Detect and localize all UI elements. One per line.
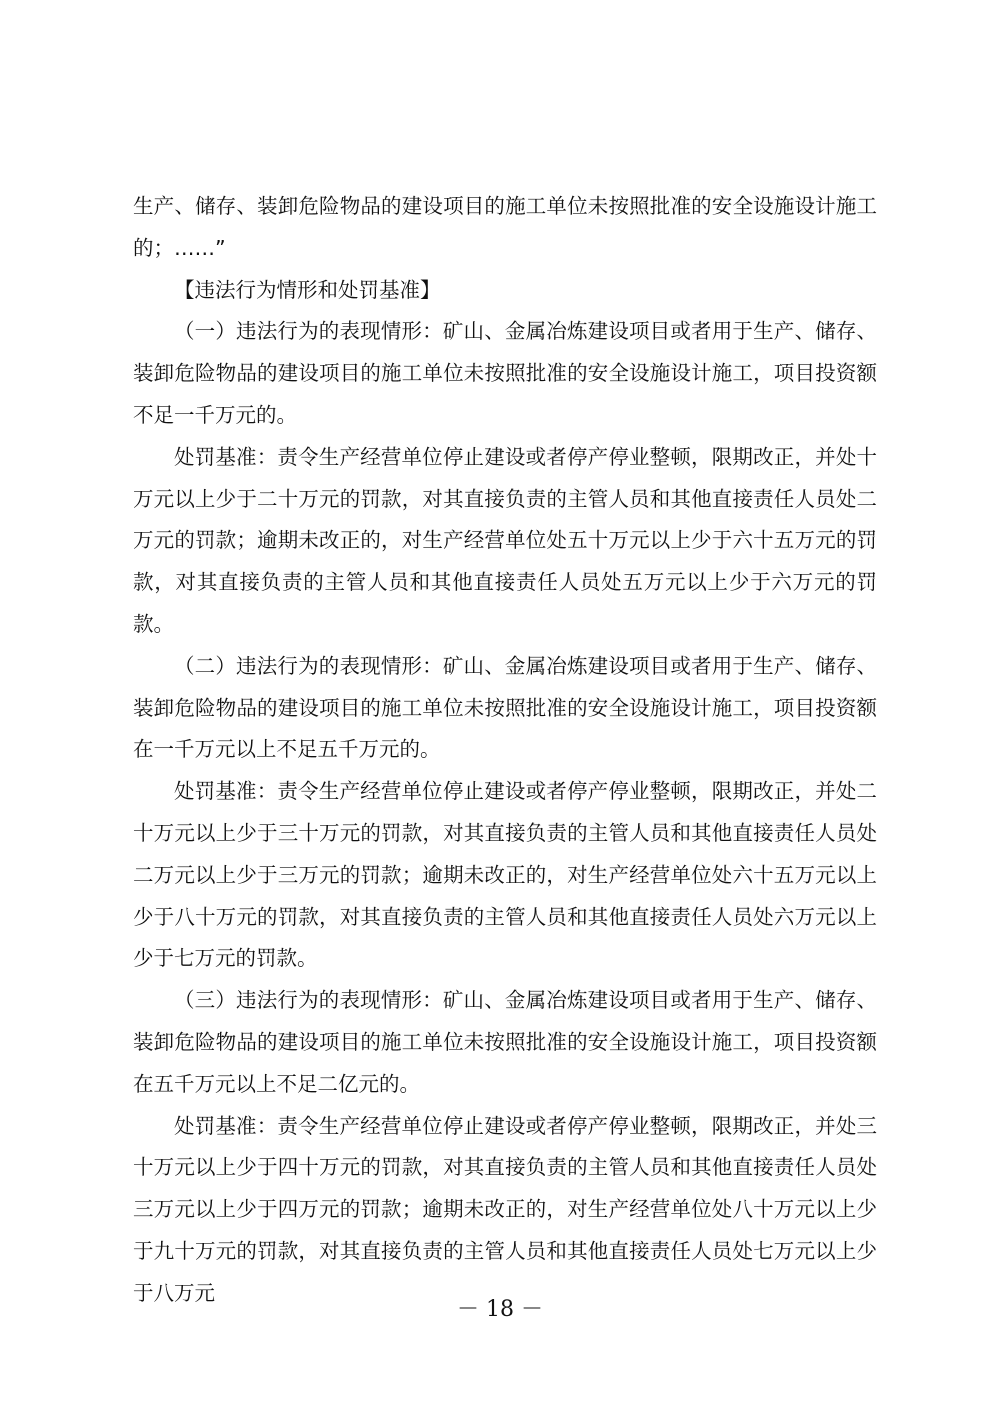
case-3-description: （三）违法行为的表现情形：矿山、金属冶炼建设项目或者用于生产、储存、装卸危险物品的建设项目的施工单位未按照批准的安全设施设计施工，项目投资额在五千万元以上不足二亿元的。 [133, 988, 877, 1096]
case-3-penalty: 处罚基准：责令生产经营单位停止建设或者停产停业整顿，限期改正，并处三十万元以上少于四十万元的罚款，对其直接负责的主管人员和其他直接责任人员处三万元以上少于四万元的罚款；逾期未改正的，对生产经营单位处八十万元以上少于九十万元的罚款，对其直接负责的主管人员和其他直接责任人员处七万元以上少于八万元 [133, 1113, 877, 1305]
case-1-description: （一）违法行为的表现情形：矿山、金属冶炼建设项目或者用于生产、储存、装卸危险物品的建设项目的施工单位未按照批准的安全设施设计施工，项目投资额不足一千万元的。 [133, 319, 877, 427]
section-heading: 【违法行为情形和处罚基准】 [174, 277, 441, 302]
page-number: － 18 － [457, 1297, 543, 1322]
case-1-penalty: 处罚基准：责令生产经营单位停止建设或者停产停业整顿，限期改正，并处十万元以上少于二十万元的罚款，对其直接负责的主管人员和其他直接责任人员处二万元的罚款；逾期未改正的，对生产经营单位处五十万元以上少于六十五万元的罚款，对其直接负责的主管人员和其他直接责任人员处五万元以上少于六万元的罚款。 [133, 444, 877, 636]
case-2-description: （二）违法行为的表现情形：矿山、金属冶炼建设项目或者用于生产、储存、装卸危险物品的建设项目的施工单位未按照批准的安全设施设计施工，项目投资额在一千万元以上不足五千万元的。 [133, 653, 877, 762]
continued-paragraph: 生产、储存、装卸危险物品的建设项目的施工单位未按照批准的安全设施设计施工的；……” [133, 194, 877, 260]
case-2-penalty: 处罚基准：责令生产经营单位停止建设或者停产停业整顿，限期改正，并处二十万元以上少于三十万元的罚款，对其直接负责的主管人员和其他直接责任人员处二万元以上少于三万元的罚款；逾期未改正的，对生产经营单位处六十五万元以上少于八十万元的罚款，对其直接负责的主管人员和其他直接责任人员处六万元以上少于七万元的罚款。 [133, 779, 877, 971]
document-body [133, 186, 877, 1315]
